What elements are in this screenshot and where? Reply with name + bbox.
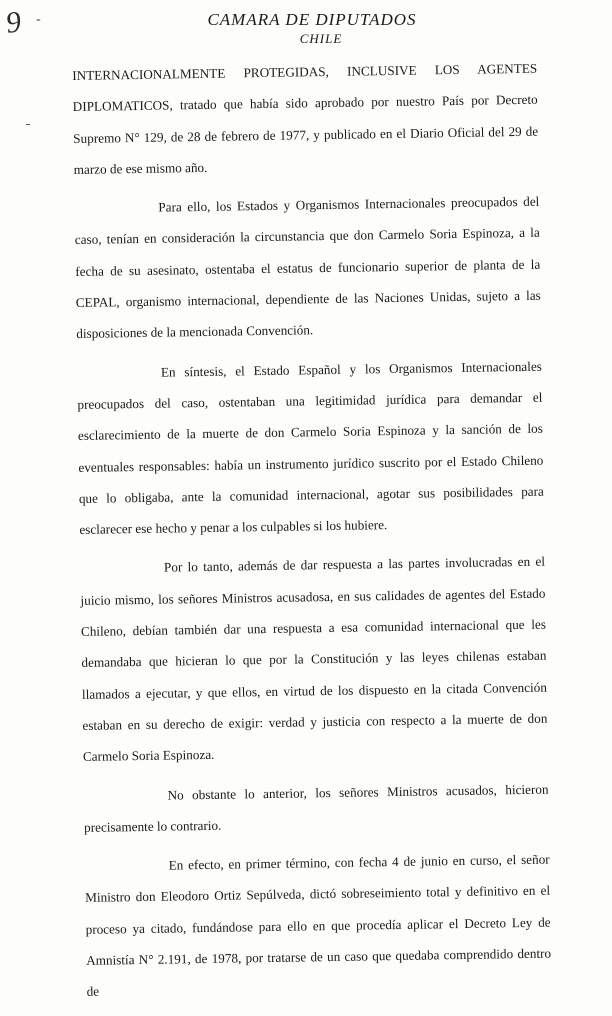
handwritten-page-number: 9 — [3, 5, 24, 40]
paragraph-5: No obstante lo anterior, los señores Ministros acusados, hicieron precisamente lo contrario. — [83, 781, 549, 835]
paragraph-6: En efecto, en primer término, con fecha 4 de junio en curso, el señor Ministro don Eleodoro Ortiz Sepúlveda, dictó sobreseimiento total y definitivo en el proceso ya citado, fundándose para ello en que procedía aplicar el Decreto Ley de Amnistía N° 2.191, de 1978, por tratarse de un caso que quedaba comprendido dentro de — [85, 851, 552, 1000]
paragraph-2: Para ello, los Estados y Organismos Internacionales preocupados del caso, tenían en consideración la circunstancia que don Carmelo Soria Espinoza, a la fecha de su asesinato, ostentaba el estatus de funcionario superior de planta de la CEPAL, organismo internacional, dependiente de las Naciones Unidas, sujeto a las disposiciones de la mencionada Convención. — [74, 193, 541, 342]
paragraph-4: Por lo tanto, además de dar respuesta a las partes involucradas en el juicio mismo, los señores Ministros acusadosa, en sus calidades de agentes del Estado Chileno, debían también dar una respuesta a esa comunidad internacional que les demandaba que hicieran lo que por la Constitución y las leyes chilenas estaban llamados a ejecutar, y que ellos, en virtud de los dispuesto en la citada Convención estaban en su derecho de exigir: verdad y justicia con respecto a la muerte de don Carmelo Soria Espinoza. — [80, 554, 548, 765]
letterhead-title: CAMARA DE DIPUTADOS — [207, 10, 417, 29]
document-body — [72, 53, 552, 1016]
margin-tick-mark: - — [36, 12, 41, 27]
paragraph-1: INTERNACIONALMENTE PROTEGIDAS, INCLUSIVE LOS AGENTES DIPLOMATICOS, tratado que había sido aprobado por nuestro País por Decreto Supremo N° 129, de 28 de febrero de 1977, y publicado en el Diario Oficial del 29 de marzo de ese mismo año. — [72, 60, 539, 177]
margin-mark — [26, 124, 30, 125]
letterhead-subtitle: CHILE — [299, 31, 343, 46]
paragraph-3: En síntesis, el Estado Español y los Organismos Internacionales preocupados del caso, ostentaban una legitimidad jurídica para demandar el esclarecimiento de la muerte de don Carmelo Soria Espinoza y la sanción de los eventuales responsables: había un instrumento jurídico suscrito por el Estado Chileno que lo obligaba, ante la comunidad internacional, agotar sus posibilidades para esclarecer ese hecho y penar a los culpables si los hubiere. — [77, 358, 544, 538]
letterhead — [0, 10, 612, 47]
